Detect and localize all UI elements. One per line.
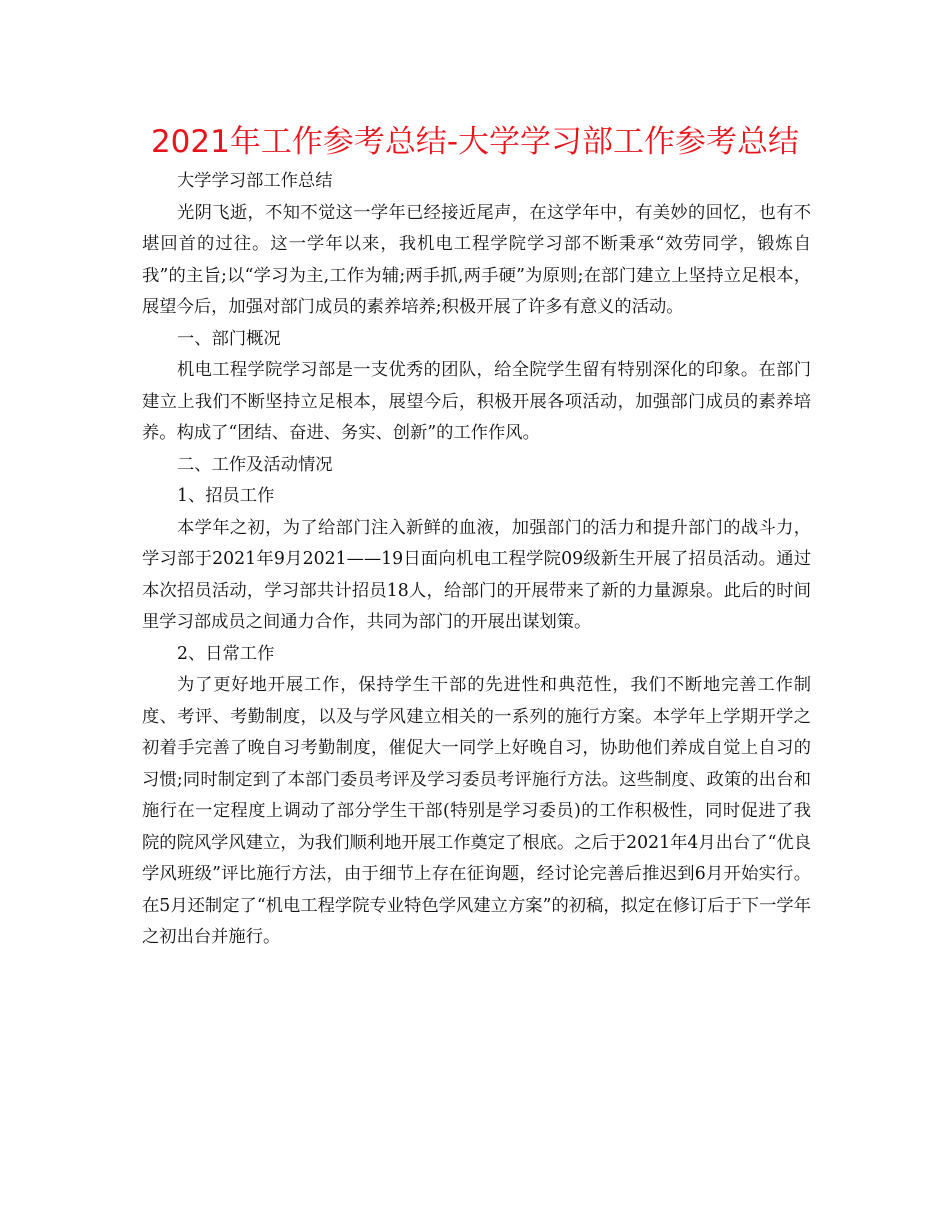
- paragraph-overview: 机电工程学院学习部是一支优秀的团队，给全院学生留有特别深化的印象。在部门建立上我们不断坚持立足根本，展望今后，积极开展各项活动，加强部门成员的素养培养。构成了“团结、奋进、务实、创新”的工作作风。: [142, 360, 811, 443]
- section-heading-overview: 一、部门概况: [177, 328, 281, 349]
- section-heading-activities: 二、工作及活动情况: [177, 454, 333, 475]
- paragraph-daily-work: 为了更好地开展工作，保持学生干部的先进性和典范性，我们不断地完善工作制度、考评、考勤制度，以及与学风建立相关的一系列的施行方案。本学年上学期开学之初着手完善了晚自习考勤制度，催促大一同学上好晚自习，协助他们养成自觉上自习的习惯;同时制定到了本部门委员考评及学习委员考评施行方法。这些制度、政策的出台和施行在一定程度上调动了部分学生干部(特别是学习委员)的工作积极性，同时促进了我院的院风学风建立，为我们顺利地开展工作奠定了根底。之后于2021年4月出台了“优良学风班级”评比施行方法，由于细节上存在征询题，经讨论完善后推迟到6月开始实行。在5月还制定了“机电工程学院专业特色学风建立方案”的初稿，拟定在修订后于下一学年之初出台并施行。: [142, 675, 811, 947]
- document-title: 2021年工作参考总结-大学学习部工作参考总结: [150, 124, 800, 160]
- subheading-recruitment: 1、招员工作: [177, 486, 275, 506]
- paragraph-subtitle: 大学学习部工作总结: [177, 171, 333, 191]
- paragraph-intro: 光阴飞逝，不知不觉这一学年已经接近尾声，在这学年中，有美妙的回忆，也有不堪回首的过往。这一学年以来，我机电工程学院学习部不断秉承“效劳同学，锻炼自我”的主旨;以“学习为主,工作为辅;两手抓,两手硬”为原则;在部门建立上坚持立足根本，展望今后，加强对部门成员的素养培养;积极开展了许多有意义的活动。: [142, 202, 811, 317]
- document-body: [142, 166, 811, 954]
- subheading-daily-work: 2、日常工作: [177, 643, 275, 664]
- paragraph-recruitment: 本学年之初，为了给部门注入新鲜的血液，加强部门的活力和提升部门的战斗力，学习部于2021年9月2021——19日面向机电工程学院09级新生开展了招员活动。通过本次招员活动，学习部共计招员18人，给部门的开展带来了新的力量源泉。此后的时间里学习部成员之间通力合作，共同为部门的开展出谋划策。: [142, 517, 811, 632]
